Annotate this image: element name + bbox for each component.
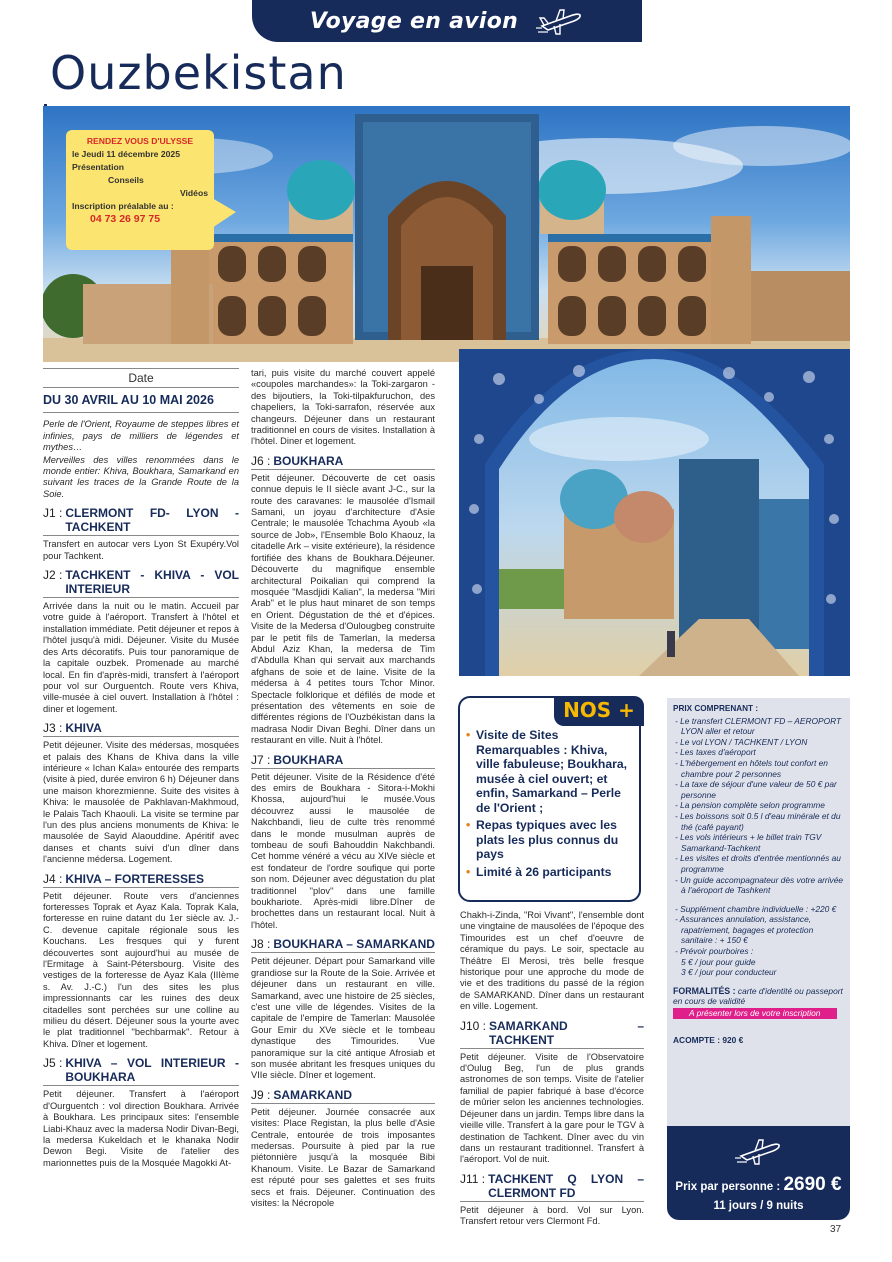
included-item: - L'hébergement en hôtels tout confort en chambre pour 2 personnes (675, 757, 828, 779)
date-label: Date (43, 368, 239, 388)
extra-item: - Assurances annulation, assistance, rapatriement, bagages et protection sanitaire : + 150 € (675, 914, 814, 946)
day-heading-j9 (251, 1088, 435, 1104)
day-text-j1: Transfert en autocar vers Lyon St Exupéry.Vol pour Tachkent. (43, 539, 239, 561)
day-number: J1 : (43, 506, 63, 521)
day-number: J4 : (43, 871, 63, 886)
included-list (673, 716, 844, 896)
prices-heading: PRIX COMPRENANT : (673, 704, 759, 713)
day-number: J3 : (43, 721, 63, 736)
continued-text: Chakh-i-Zinda, "Roi Vivant", l'ensemble dont une vingtaine de mausolées de l'époque des Timourides est un chef d'oeuvre de céramique du pays. Le soir, spectacle au Théâtre El Merosi, très belle fresque historique pour une approche du mode de vie et des traditions du passé de la région de SAMARKAND. Dîner dans un restaurant en ville. Logement. (460, 910, 644, 1012)
day-number: J6 : (251, 453, 271, 468)
price-value: 2690 € (783, 1174, 842, 1195)
day-text-j6: Petit déjeuner. Découverte de cet oasis connue depuis le II siècle avant J-C., sur la route des caravanes: le mausolée d'Ismail Samani, un joyau d'architecture d'Asie Centrale; le mausolée Tchachma Ayoub «la source de Job», l'Ensemble Bolo Khaouz, la citadelle Ark – visite extérieure), la résidence fortifiée des khans de Boukhara.Déjeuner. Découverte du magnifique ensemble architectural Poikalian qui comprend la mosquée "Masdjidi Kalian", la medersa "Miri Arab" et le plus haut minaret de son temps en Orient. Dégustation de thé et d'épices. Visite de la Medersa d'Oulougbeg construite par le petit fils de Tamerlan, la medersa Abdul Aziz Khan, la medersa de Tim d'Abdulla Khan qui servait aux marchands afghans de soie et de laine. Visite de la médersa à 4 petites tours Tchor Minor. Spectacle folklorique et défilés de mode et présentation des vêtements en soie de différentes régions de l'Ouzbékistan dans la madrasa Nodir Divan Beghi. Dîner dans un restaurant en ville. Nuit à l'hôtel. (251, 472, 435, 746)
rdv-heading: RENDEZ VOUS D'ULYSSE (86, 136, 194, 146)
day-number: J5 : (43, 1056, 63, 1071)
included-item: - Les taxes d'aéroport (675, 747, 756, 758)
day-title: TACHKENT Q LYON – CLERMONT FD (488, 1171, 644, 1200)
rendez-vous-callout (66, 130, 214, 250)
rdv-videos: Vidéos (179, 188, 208, 198)
day-heading-j11 (460, 1172, 644, 1202)
day-heading-j1 (43, 506, 239, 536)
formalites-text: carte d'identité ou passeport en cours de validité (673, 985, 843, 1007)
day-number: J2 : (43, 568, 63, 583)
day-number: J11 : (460, 1171, 486, 1186)
date-range: DU 30 AVRIL AU 10 MAI 2026 (43, 388, 239, 413)
top-banner (252, 0, 642, 42)
day-title: KHIVA – FORTERESSES (65, 871, 205, 886)
price-info-box (667, 698, 850, 1126)
day-text-j10: Petit déjeuner. Visite de l'Observatoire d'Oulug Beg, l'un de plus grands astronomes de son temps. Visite de l'atelier familial de papier fabriqué à base d'écorce de mûrier selon les anciennes technologies. Déjeuner dans un jardin. Temps libre dans la vieille ville. Transfert à la gare pour le TGV à destination de Tachkent. Dîner avec du vin dans un restaurant traditionnel. Transfert à l'aéroport. Vol de nuit. (460, 1051, 644, 1165)
day-title: BOUKHARA (273, 453, 344, 468)
included-item: - Le vol LYON / TACHKENT / LYON (675, 736, 808, 747)
highlights-title: NOS + (554, 696, 644, 726)
necropolis-illustration (459, 349, 850, 676)
day-heading-j3 (43, 721, 239, 737)
day-number: J10 : (460, 1018, 487, 1033)
day-text-j11: Petit déjeuner à bord. Vol sur Lyon. Transfert retour vers Clermont Fd. (460, 1204, 644, 1227)
included-item: - Les boissons soit 0.5 l d'eau minérale et du thé (café payant) (675, 810, 841, 832)
continued-text: tari, puis visite du marché couvert appelé «coupoles marchandes»: la Toki-zargaron - des bijoutiers, la Toki-tilpakfuruchon, des chapeliers, la Toki-sarrafon, réservée aux changeurs. Déjeuner dans un restaurant traditionnel en cours de visites. Installation à l'hôtel. Diner et logement. (251, 368, 435, 447)
highlight-item: • Repas typiques avec les plats les plus connus du pays (466, 818, 633, 862)
day-title: TACHKENT - KHIVA - VOL INTERIEUR (65, 568, 239, 597)
day-title: KHIVA (65, 721, 102, 736)
day-heading-j5 (43, 1056, 239, 1086)
page-title: Ouzbekistan (50, 46, 347, 100)
plane-icon (734, 1136, 784, 1166)
price-label: Prix par personne : (675, 1181, 781, 1193)
trip-duration: 11 jours / 9 nuits (713, 1200, 804, 1212)
plane-icon (536, 6, 584, 36)
highlights-box (458, 696, 641, 902)
extra-item: - Prévoir pourboires : (675, 946, 754, 957)
highlight-item: • Limité à 26 participants (466, 865, 633, 880)
day-number: J9 : (251, 1087, 271, 1102)
day-text-j3: Petit déjeuner. Visite des médersas, mosquées et palais des Khans de Khiva dans la ville intérieure « Ichan Kala» entourée des remparts (visite à pied, durée environ 6 h) Déjeuner dans une maison khorezmienne. Suite des visites à Khiva: le mausolée de Pakhlavan-Makhmoud, le Palais Tach Khaouli. La visite se termine par l'un des plus anciens monuments de Khiva: le mausolée de Sayid Alaouddine. Apéritif avec danses et chants suivi d'un dîner dans l'ancienne médersa. Logement. (43, 740, 239, 865)
column-3 (460, 910, 644, 1229)
price-bar (667, 1126, 850, 1220)
extra-item: 3 € / jour pour conducteur (681, 967, 777, 978)
formalites (673, 986, 844, 1007)
included-item: - Les visites et droits d'entrée mentionnés au programme (675, 853, 841, 874)
day-title: BOUKHARA – SAMARKAND (273, 937, 435, 952)
rdv-presentation: Présentation (72, 162, 125, 172)
day-heading-j10 (460, 1019, 644, 1049)
day-title: KHIVA – VOL INTERIEUR - BOUKHARA (65, 1056, 239, 1085)
formalites-label: FORMALITÉS : (673, 985, 736, 996)
rdv-inscription: Inscription préalable au : (72, 201, 174, 211)
rdv-phone: 04 73 26 97 75 (90, 213, 161, 225)
extras-list (673, 904, 844, 978)
column-2 (251, 368, 435, 1210)
day-heading-j2 (43, 568, 239, 598)
rdv-conseils: Conseils (108, 175, 144, 185)
intro-text-1: Perle de l'Orient, Royaume de steppes libres et infinies, pays de milliers de légendes et mythes… (43, 419, 239, 453)
day-title: SAMARKAND – TACHKENT (489, 1018, 644, 1047)
column-1 (43, 368, 239, 1170)
day-text-j4: Petit déjeuner. Route vers d'anciennes forteresses Toprak et Ayaz Kala. Toprak Kala, forteresse en ruine datant du 1er siècle av. J.-C. devenue capitale régionale sous les Kouchans. Les fresques qui y furent découvertes sont aujourd'hui au musée de l'Ermitage à Saint-Pétersbourg. Visite des vestiges de la forteresse de Ayaz Kala (IIIème s. Av. J.-C.) l'un des sites les plus impressionnants car les ruines des deux citadelles sont perchées sur une colline au milieu du désert. Déjeuner sous la yourte avec le plat traditionnel ''bechbarmak''. Retour à Khiva. Dîner et logement. (43, 890, 239, 1049)
intro-text-2: Merveilles des villes renommées dans le monde entier: Khiva, Boukhara, Samarkand en suivant les traces de la Grande Route de la Soie. (43, 454, 239, 499)
day-number: J8 : (251, 937, 271, 952)
banner-text: Voyage en avion (309, 8, 519, 34)
highlight-item: • Visite de Sites Remarquables : Khiva, ville fabuleuse; Boukhara, musée à ciel ouvert; et enfin, Samarkand – Perle de l'Orient ; (466, 728, 633, 815)
day-title: BOUKHARA (273, 752, 344, 767)
day-heading-j7 (251, 753, 435, 769)
callout-tail (212, 198, 236, 228)
highlights-list (466, 728, 633, 879)
rdv-date: le Jeudi 11 décembre 2025 (72, 149, 180, 159)
extra-item: 5 € / jour pour guide (681, 956, 756, 967)
day-text-j2: Arrivée dans la nuit ou le matin. Accueil par votre guide à l'aéroport. Transfert à l'hôtel et installation immédiate. Petit déjeuner et repos à l'hôtel jusqu'à midi. Déjeuner. Visite du Musée des Arts décoratifs. Puis tour panoramique de la capitale ouzbek. Promenade au marché local. En fin d'après-midi, transfert à l'aéroport pour vol sur Ourguentch. Route vers Khiva, ville-musée à ciel ouvert. Installation à l'hôtel : diner et logement. (43, 601, 239, 714)
price-line (667, 1174, 850, 1196)
included-item: - La pension complète selon programme (675, 800, 825, 811)
day-number: J7 : (251, 752, 271, 767)
arch-photo (459, 349, 850, 676)
page-number: 37 (830, 1224, 842, 1235)
day-text-j8: Petit déjeuner. Départ pour Samarkand ville grandiose sur la Route de la Soie. Arrivée et déjeuner dans un restaurant en ville. Samarkand, avec une histoire de 25 siècles, c'est une ville de légendes. Visites de la capitale de l'empire de Tamerlan: Mausolée Gour Emir du XVe siècle et le tombeau dynastique des Timourides. Vue panoramique sur la cité antique Afrosiab et son musée abritant les fresques uniques du VIIe siècle. Dîner et logement. (251, 956, 435, 1081)
day-heading-j6 (251, 454, 435, 470)
day-text-j5: Petit déjeuner. Transfert à l'aéroport d'Ourguentch : vol direction Boukhara. Arrivée à Boukhara. Les principaux sites: l'ensemble Liabi-Khauz avec la madersa Nodir Divan-Begi, la medersa Kukeldach et le khanaka Nodir Dewon Begi. Visite de l'atelier des marionnettes puis de la Mosquée Magokki At- (43, 1089, 239, 1168)
day-heading-j4 (43, 872, 239, 888)
day-text-j9: Petit déjeuner. Journée consacrée aux visites: Place Registan, la plus belle d'Asie Centrale, entourée de trois imposantes medersas. Poursuite à pied par la rue piétonnière jusqu'à la mosquée Bibi Khanoum. Visite. Le Bazar de Samarkand est réputé pour ses galettes et ses fruits secs et frais. Déjeuner. Continuation des visites: la Nécropole (251, 1106, 435, 1208)
included-item: - Les vols intérieurs + le billet train TGV Samarkand-Tachkent (675, 832, 822, 853)
inscription-note: A présenter lors de votre inscription (673, 1008, 837, 1019)
included-item: - Un guide accompagnateur dès votre arrivée à l'aéroport de Tashkent (675, 874, 844, 896)
included-item: - Le transfert CLERMONT FD – AEROPORT LYON aller et retour (675, 715, 842, 737)
day-text-j7: Petit déjeuner. Visite de la Résidence d'été des emirs de Boukhara - Sitora-i-Mokhi Khossa, aujourd'hui le musée.Vous découvrez aussi le mausolée de Nakchbandi, lieu de culte très renommé dans le monde musulman auprès de tombeau de soufi Bahouddin Nakchbandi. Cet homme vénéré a vécu au XIVe siècle et est fondateur de l'ordre soufique qui porte son nom. Déjeuner avec dégustation du plat traditionnel ''plov'' dans une famille boukhariote. Après-midi libre.Dîner de brochettes dans un restaurant local. Nuit à l'hôtel. (251, 771, 435, 930)
extra-item: - Supplément chambre individuelle : +220 € (675, 903, 837, 914)
day-heading-j8 (251, 937, 435, 953)
included-item: - La taxe de séjour d'une valeur de 50 € par personne (675, 779, 837, 800)
day-title: CLERMONT FD- LYON - TACHKENT (65, 506, 239, 535)
acompte: ACOMPTE : 920 € (673, 1034, 744, 1045)
day-title: SAMARKAND (273, 1087, 353, 1102)
